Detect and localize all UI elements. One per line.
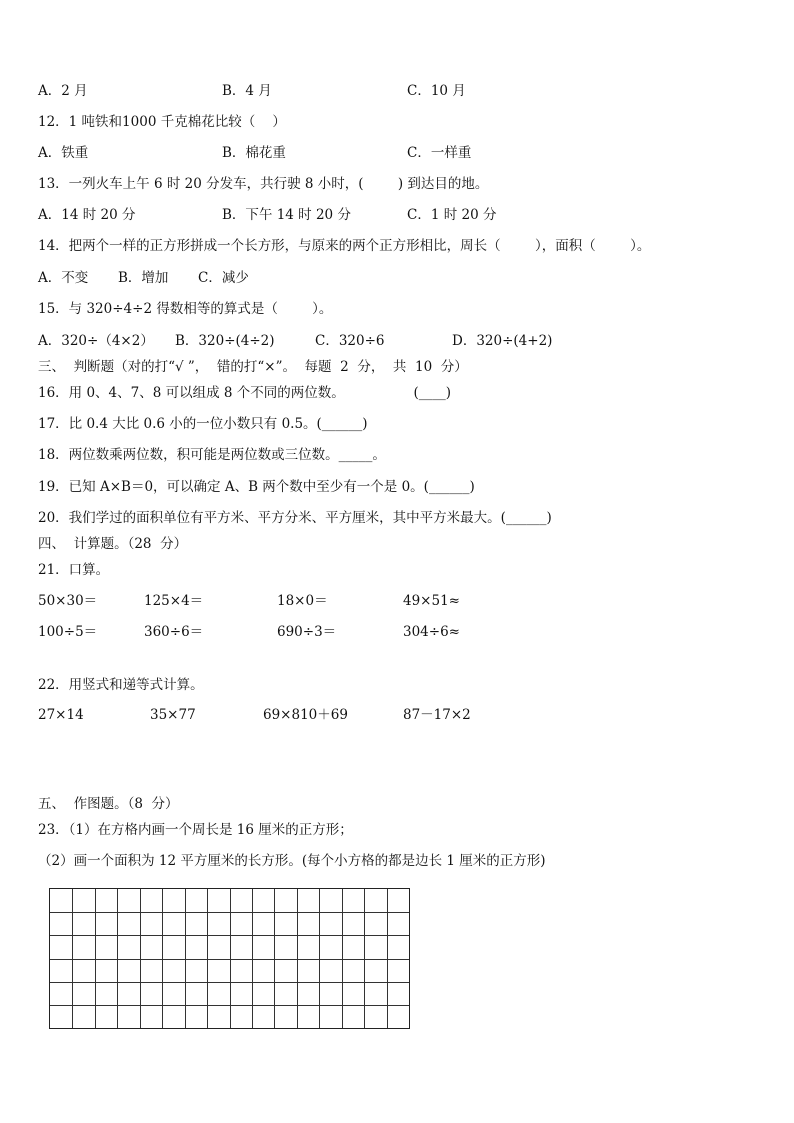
section-3-heading: 三、 判断题（对的打“√ ”， 错的打“×”。 每题 2 分， 共 10 分） (38, 359, 468, 375)
q21-item: 690÷3＝ (277, 624, 337, 640)
q22-item: 69×810＋69 (263, 707, 348, 723)
grid-line-horizontal (50, 912, 409, 913)
q15-option-d: D．320÷(4+2) (452, 333, 553, 349)
q12-option-c: C．一样重 (407, 145, 472, 161)
q11-option-c: C．10 月 (407, 83, 466, 99)
q21-item: 49×51≈ (403, 593, 460, 609)
section-5-heading: 五、 作图题。（8 分） (38, 796, 179, 812)
q12-stem: 12．1 吨铁和1000 千克棉花比较（ ） (38, 114, 286, 130)
q21-item: 100÷5＝ (38, 624, 98, 640)
q20: 20．我们学过的面积单位有平方米、平方分米、平方厘米，其中平方米最大。(______) (38, 510, 552, 526)
q22-item: 27×14 (38, 707, 84, 723)
q16: 16．用 0、4、7、8 可以组成 8 个不同的两位数。 (____) (38, 385, 451, 401)
q17: 17．比 0.4 大比 0.6 小的一位小数只有 0.5。(______) (38, 416, 368, 432)
q22-item: 87－17×2 (403, 707, 471, 723)
grid-line-horizontal (50, 959, 409, 960)
q15-option-b: B．320÷(4÷2) (175, 333, 275, 349)
q13-option-a: A．14 时 20 分 (38, 207, 136, 223)
q21-item: 125×4＝ (144, 593, 204, 609)
q14-option-a: A．不变 (38, 270, 89, 286)
q18: 18．两位数乘两位数，积可能是两位数或三位数。_____。 (38, 447, 386, 463)
grid-line-horizontal (50, 982, 409, 983)
q15-option-a: A．320÷（4×2） (38, 333, 154, 349)
grid-line-horizontal (50, 1005, 409, 1006)
q21-title: 21．口算。 (38, 562, 110, 578)
q11-option-b: B．4 月 (222, 83, 272, 99)
q14-option-c: C．减少 (198, 270, 249, 286)
q21-item: 304÷6≈ (403, 624, 460, 640)
q13-stem: 13．一列火车上午 6 时 20 分发车，共行驶 8 小时，( ) 到达目的地。 (38, 176, 489, 192)
q19: 19．已知 A×B＝0，可以确定 A、B 两个数中至少有一个是 0。(______) (38, 479, 475, 495)
q12-option-a: A．铁重 (38, 145, 89, 161)
q13-option-b: B．下午 14 时 20 分 (222, 207, 351, 223)
q23-line1: 23．（1）在方格内画一个周长是 16 厘米的正方形； (38, 822, 353, 838)
q14-stem: 14．把两个一样的正方形拼成一个长方形，与原来的两个正方形相比，周长（ ），面积（ ）。 (38, 238, 651, 254)
q21-item: 360÷6＝ (144, 624, 204, 640)
q12-option-b: B．棉花重 (222, 145, 286, 161)
q23-line2: （2）画一个面积为 12 平方厘米的长方形。(每个小方格的都是边长 1 厘米的正方形) (38, 853, 546, 869)
q13-option-c: C．1 时 20 分 (407, 207, 497, 223)
q21-item: 18×0＝ (277, 593, 328, 609)
grid-line-horizontal (50, 935, 409, 936)
q14-option-b: B．增加 (118, 270, 169, 286)
q15-option-c: C．320÷6 (315, 333, 385, 349)
q11-option-a: A．2 月 (38, 83, 88, 99)
q22-item: 35×77 (150, 707, 196, 723)
q22-title: 22．用竖式和递等式计算。 (38, 677, 204, 693)
q15-stem: 15．与 320÷4÷2 得数相等的算式是（ ）。 (38, 301, 333, 317)
drawing-grid (49, 888, 410, 1029)
section-4-heading: 四、 计算题。（28 分） (38, 536, 188, 552)
q21-item: 50×30＝ (38, 593, 98, 609)
